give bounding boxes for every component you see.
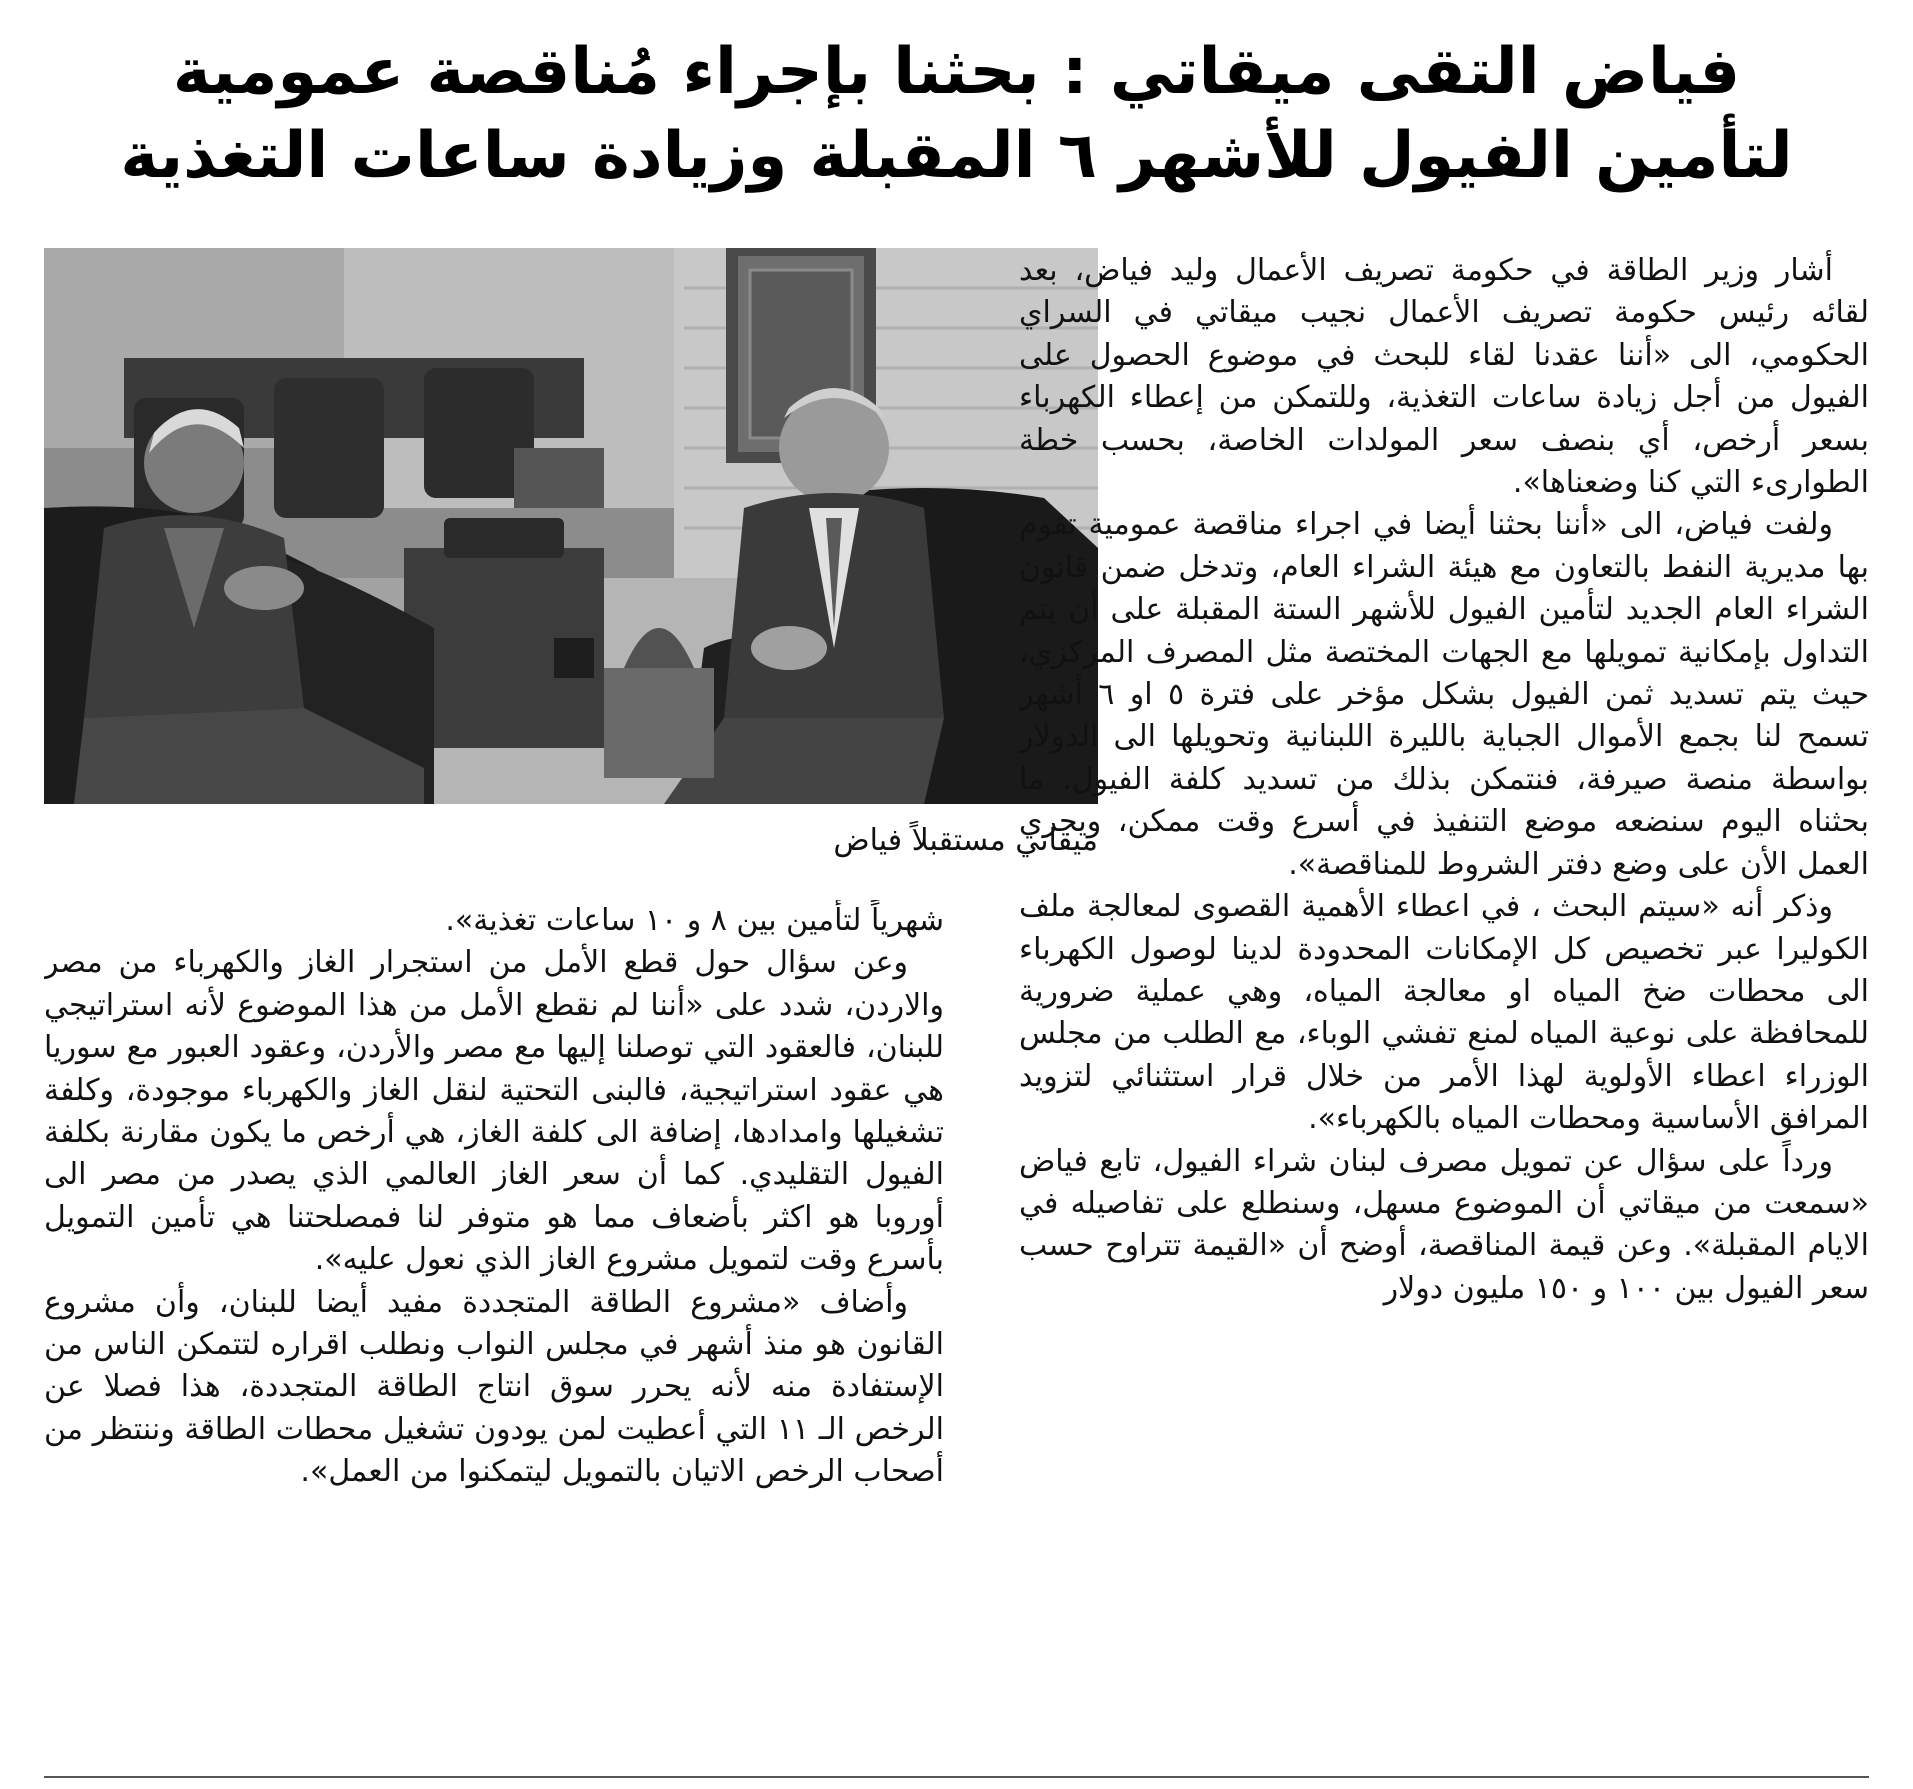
article-paragraph: وذكر أنه «سيتم البحث ، في اعطاء الأهمية القصوى لمعالجة ملف الكوليرا عبر تخصيص كل الإمكانات المحدودة لدينا لوصول الكهرباء الى محطات ضخ المياه او معالجة المياه، وهي عملية ضرورية للمحافظة على نوعية المياه لمنع تفشي الوباء، مع الطلب من مجلس الوزراء اعطاء الأولوية لهذا الأمر من خلال قرار استثنائي لتزويد المرافق الأساسية ومحطات المياه بالكهرباء». (1019, 889, 1869, 1137)
bottom-rule (44, 1776, 1869, 1778)
article-paragraph: ولفت فياض، الى «أننا بحثنا أيضا في اجراء مناقصة عمومية تقوم بها مديرية النفط بالتعاون مع هيئة الشراء العام، وتدخل ضمن قانون الشراء العام الجديد لتأمين الفيول للأشهر الستة المقبلة على أن يتم التداول بإمكانية تمويلها مع الجهات المختصة مثل المصرف المركزي، حيث يتم تسديد ثمن الفيول بشكل مؤخر على فترة ٥ او ٦ أشهر تسمح لنا بجمع الأموال الجباية بالليرة اللبنانية وتحويلها الى الدولار بواسطة منصة صيرفة، فنتمكن بذلك من تسديد كلفة الفيول. ما بحثناه اليوم سنضعه موضع التنفيذ في أسرع وقت ممكن، ويجري العمل الأن على وضع دفتر الشروط للمناقصة». (1019, 507, 1869, 882)
article-paragraph: وأضاف «مشروع الطاقة المتجددة مفيد أيضا للبنان، وأن مشروع القانون هو منذ أشهر في مجلس النواب ونطلب اقراره لتتمكن الناس من الإستفادة منه لأنه يحرر سوق انتاج الطاقة المتجددة، هذا فصلا عن الرخص الـ ١١ التي أعطيت لمن يودون تشغيل محطات الطاقة وننتظر من أصحاب الرخص الاتيان بالتمويل ليتمكنوا من العمل». (44, 1284, 944, 1490)
article-paragraph: أشار وزير الطاقة في حكومة تصريف الأعمال وليد فياض، بعد لقائه رئيس حكومة تصريف الأعمال نجيب ميقاتي في السراي الحكومي، الى «أننا عقدنا لقاء للبحث في موضوع الحصول على الفيول من أجل زيادة ساعات التغذية، وللتمكن من إعطاء الكهرباء بسعر أرخص، أي بنصف سعر المولدات الخاصة، بحسب خطة الطوارىء التي كنا وضعناها». (1019, 253, 1869, 501)
article-paragraph: وعن سؤال حول قطع الأمل من استجرار الغاز والكهرباء من مصر والاردن، شدد على «أننا لم نقطع الأمل من هذا الموضوع لأنه استراتيجي للبنان، فالعقود التي توصلنا إليها مع مصر والأردن، وعقود العبور مع سوريا هي عقود استراتيجية، فالبنى التحتية لنقل الغاز والكهرباء موجودة، وكلفة تشغيلها وامدادها، إضافة الى كلفة الغاز، هي أرخص ما يكون مقارنة بكلفة الفيول التقليدي. كما أن سعر الغاز العالمي الذي يصدر من مصر الى أوروبا هو اكثر بأضعاف مما هو متوفر لنا فمصلحتنا هي تأمين التمويل بأسرع وقت لتمويل مشروع الغاز الذي نعول عليه». (44, 945, 944, 1278)
article-paragraph-continuation: شهرياً لتأمين بين ٨ و ١٠ ساعات تغذية». (445, 903, 944, 938)
article-column-left (44, 900, 944, 1750)
article-paragraph: ورداً على سؤال عن تمويل مصرف لبنان شراء الفيول، تابع فياض «سمعت من ميقاتي أن الموضوع مسهل، وسنطلع على تفاصيله في الايام المقبلة». وعن قيمة المناقصة، أوضح أن «القيمة تتراوح حسب سعر الفيول بين ١٠٠ و ١٥٠ مليون دولار (1019, 1143, 1869, 1306)
article-column-right (1019, 250, 1869, 1750)
photo-caption: ميقاتي مستقبلاً فياض (833, 823, 1098, 858)
article-headline (40, 30, 1873, 200)
headline-line-2: لتأمين الفيول للأشهر ٦ المقبلة وزيادة ساعات التغذية (120, 119, 1793, 193)
article-photo (44, 248, 1098, 804)
headline-line-1: فياض التقى ميقاتي : بحثنا بإجراء مُناقصة عمومية (172, 35, 1741, 109)
